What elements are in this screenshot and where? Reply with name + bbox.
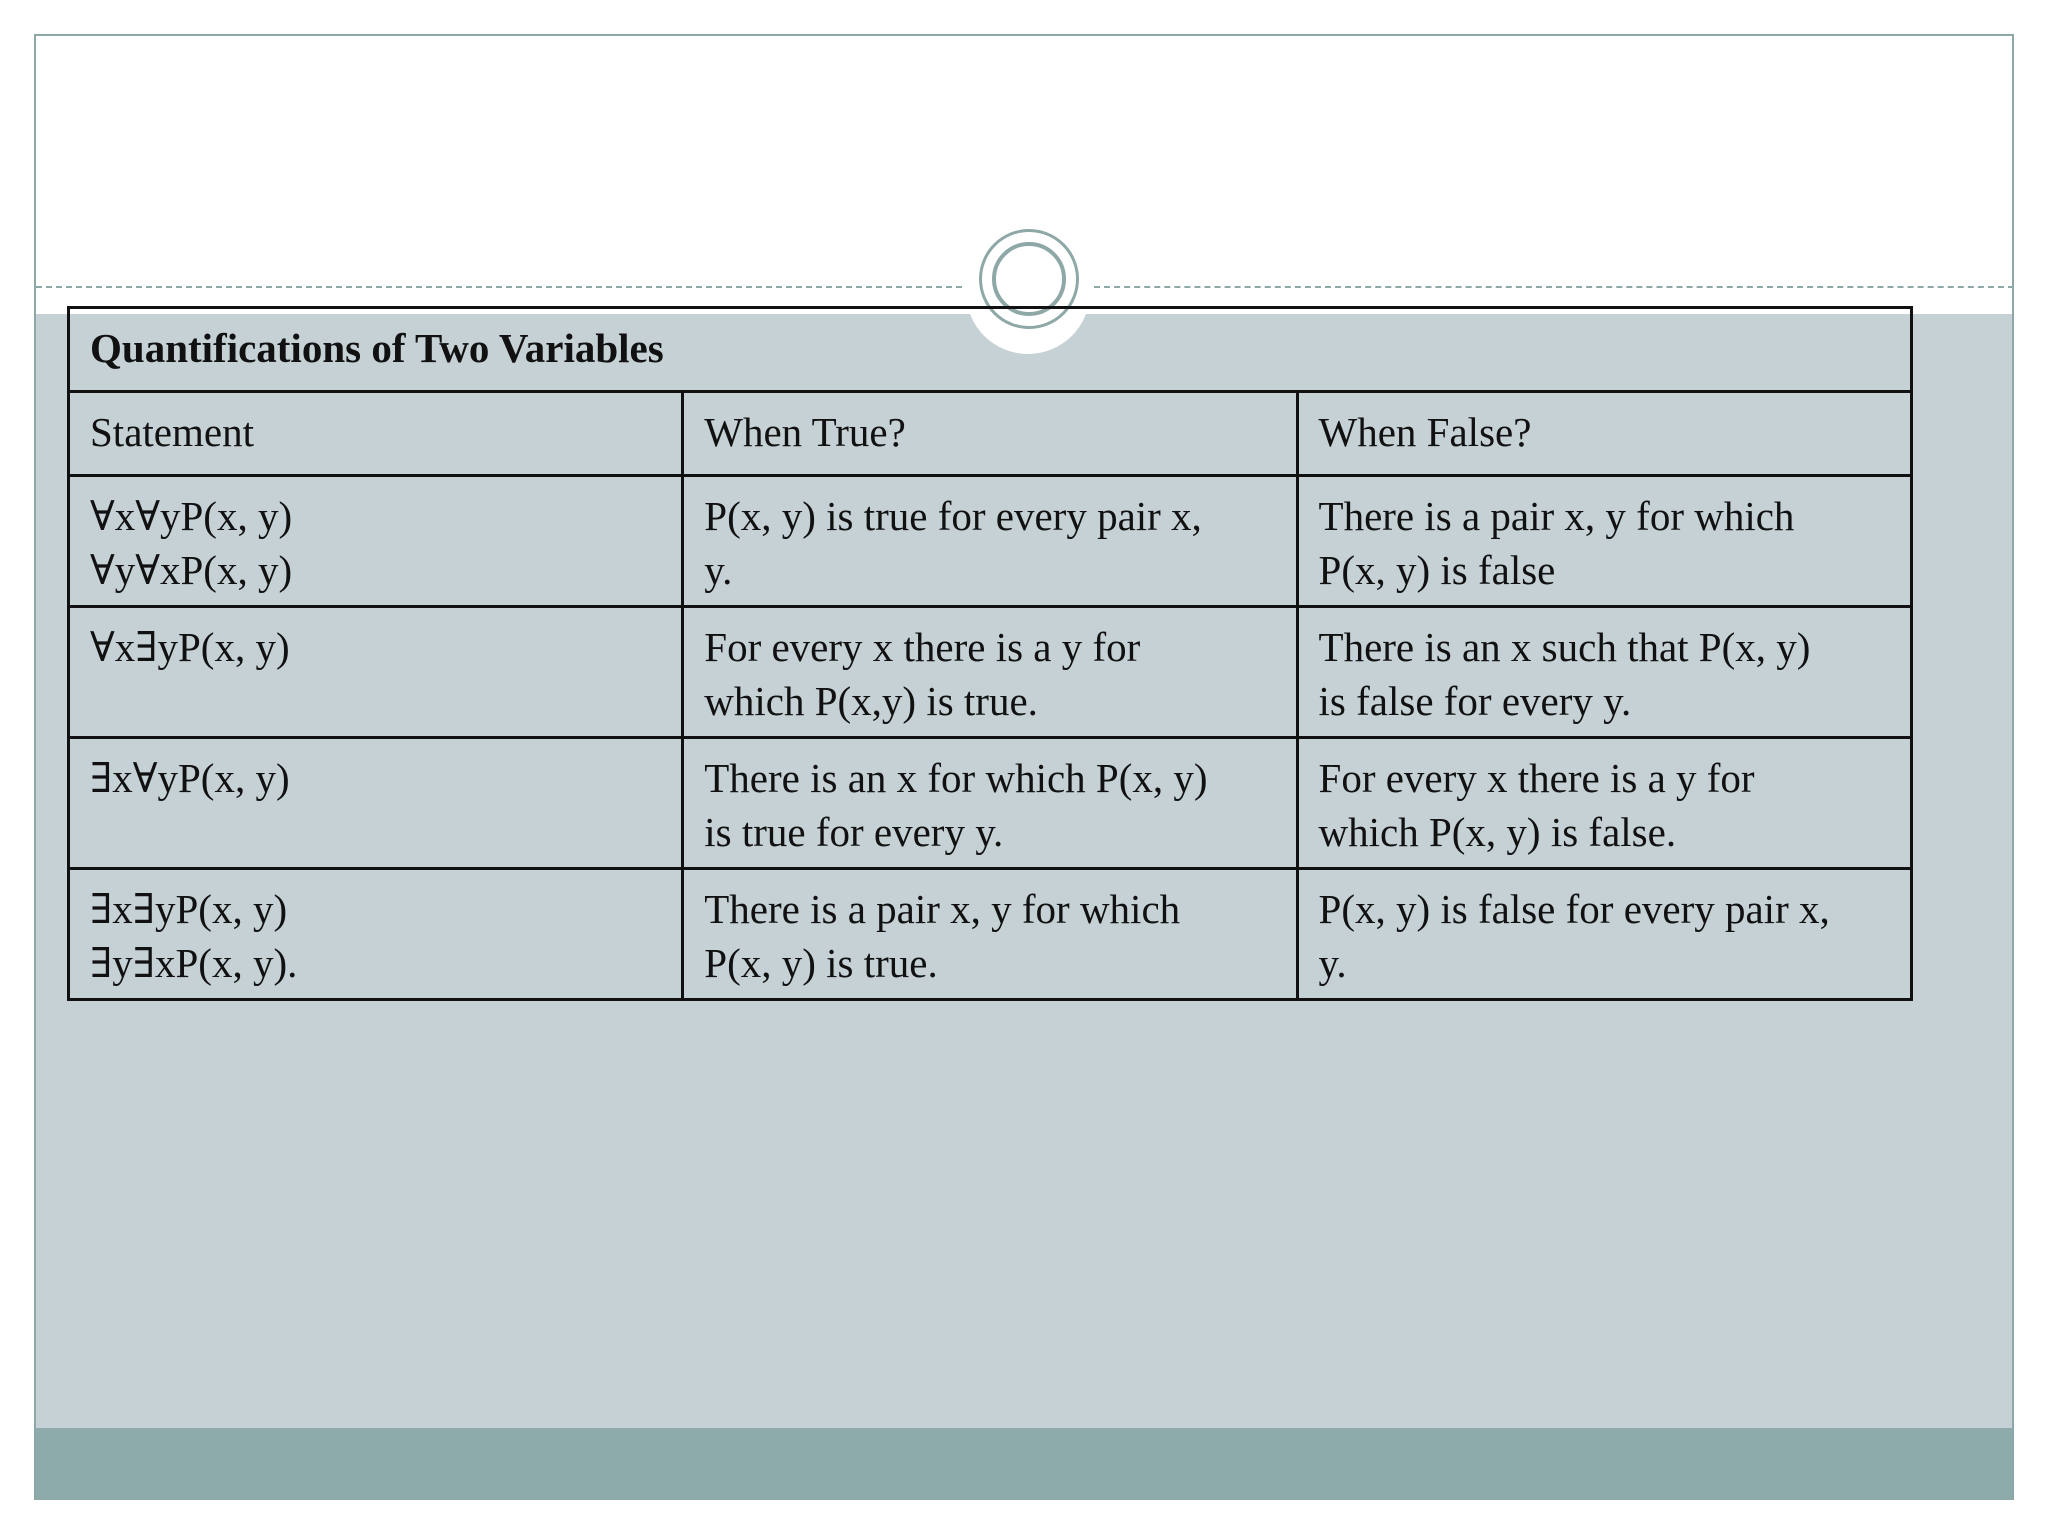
when-false-line: There is a pair x, y for which bbox=[1318, 493, 1795, 539]
when-true-line: There is an x for which P(x, y) bbox=[704, 755, 1208, 801]
when-false-cell bbox=[1297, 738, 1911, 869]
header-divider-left bbox=[36, 286, 962, 288]
table-row bbox=[69, 607, 1912, 738]
when-false-line: P(x, y) is false bbox=[1318, 547, 1556, 593]
when-true-line: There is a pair x, y for which bbox=[704, 886, 1181, 932]
table-row bbox=[69, 738, 1912, 869]
header-statement: Statement bbox=[69, 392, 683, 476]
when-false-line: y. bbox=[1318, 940, 1347, 986]
when-true-line: For every x there is a y for bbox=[704, 624, 1141, 670]
statement-cell bbox=[69, 607, 683, 738]
footer-band bbox=[36, 1428, 2012, 1498]
when-true-cell bbox=[683, 869, 1297, 1000]
when-false-cell bbox=[1297, 476, 1911, 607]
statement-line: ∃y∃xP(x, y). bbox=[90, 940, 298, 986]
statement-cell bbox=[69, 476, 683, 607]
when-false-line: P(x, y) is false for every pair x, bbox=[1318, 886, 1830, 932]
header-when-true: When True? bbox=[683, 392, 1297, 476]
table-title: Quantifications of Two Variables bbox=[69, 308, 1912, 392]
when-true-cell bbox=[683, 738, 1297, 869]
statement-cell bbox=[69, 738, 683, 869]
when-false-cell bbox=[1297, 869, 1911, 1000]
statement-cell bbox=[69, 869, 683, 1000]
table-header-row bbox=[69, 392, 1912, 476]
when-false-cell bbox=[1297, 607, 1911, 738]
when-true-cell bbox=[683, 607, 1297, 738]
statement-line: ∀x∃yP(x, y) bbox=[90, 624, 290, 670]
statement-line: ∀y∀xP(x, y) bbox=[90, 547, 293, 593]
table-row bbox=[69, 869, 1912, 1000]
when-false-line: There is an x such that P(x, y) bbox=[1318, 624, 1811, 670]
table-row bbox=[69, 476, 1912, 607]
when-true-cell bbox=[683, 476, 1297, 607]
when-true-line: P(x, y) is true. bbox=[704, 940, 938, 986]
statement-line: ∀x∀yP(x, y) bbox=[90, 493, 293, 539]
statement-line: ∃x∃yP(x, y) bbox=[90, 886, 288, 932]
circle-ornament-inner bbox=[992, 242, 1066, 316]
when-false-line: is false for every y. bbox=[1318, 678, 1632, 724]
when-false-line: For every x there is a y for bbox=[1318, 755, 1755, 801]
header-when-false: When False? bbox=[1297, 392, 1911, 476]
when-true-line: y. bbox=[704, 547, 733, 593]
when-false-line: which P(x, y) is false. bbox=[1318, 809, 1677, 855]
when-true-line: is true for every y. bbox=[704, 809, 1004, 855]
when-true-line: P(x, y) is true for every pair x, bbox=[704, 493, 1202, 539]
when-true-line: which P(x,y) is true. bbox=[704, 678, 1038, 724]
statement-line: ∃x∀yP(x, y) bbox=[90, 755, 290, 801]
quantifications-table bbox=[67, 306, 1913, 1001]
header-divider-right bbox=[1094, 286, 2014, 288]
table-title-row bbox=[69, 308, 1912, 392]
